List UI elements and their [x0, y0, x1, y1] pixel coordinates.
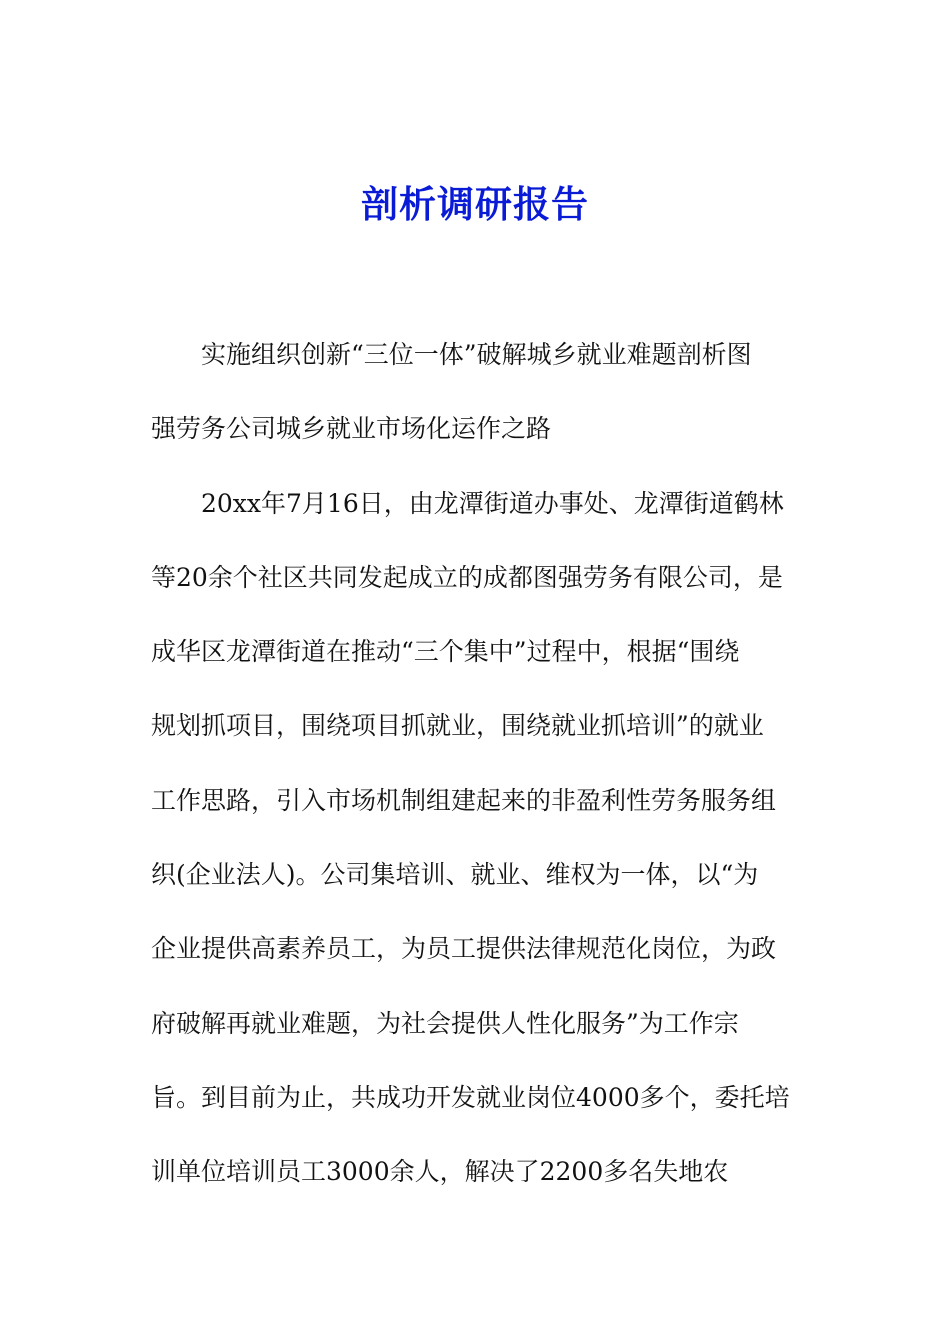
paragraph-line: 工作思路，引入市场机制组建起来的非盈利性劳务服务组	[151, 785, 777, 815]
paragraph-line: 强劳务公司城乡就业市场化运作之路	[151, 414, 552, 444]
page-title: 剖析调研报告	[361, 182, 589, 226]
paragraph-line: 20xx年7月16日，由龙潭街道办事处、龙潭街道鹤林	[201, 488, 784, 518]
document-body	[151, 318, 803, 1210]
paragraph-line: 成华区龙潭街道在推动“三个集中”过程中，根据“围绕	[151, 637, 740, 667]
paragraph-line: 实施组织创新“三位一体”破解城乡就业难题剖析图	[201, 340, 752, 369]
paragraph-line: 府破解再就业难题，为社会提供人性化服务”为工作宗	[151, 1008, 739, 1038]
paragraph-line: 织(企业法人)。公司集培训、就业、维权为一体，以“为	[151, 860, 759, 890]
paragraph-line: 训单位培训员工3000余人，解决了2200多名失地农	[151, 1157, 729, 1187]
paragraph-line: 等20余个社区共同发起成立的成都图强劳务有限公司，是	[151, 562, 783, 592]
paragraph-line: 企业提供高素养员工，为员工提供法律规范化岗位，为政	[151, 934, 777, 964]
paragraph-line: 规划抓项目，围绕项目抓就业，围绕就业抓培训”的就业	[151, 711, 764, 741]
paragraph-line: 旨。到目前为止，共成功开发就业岗位4000多个，委托培	[151, 1082, 790, 1112]
